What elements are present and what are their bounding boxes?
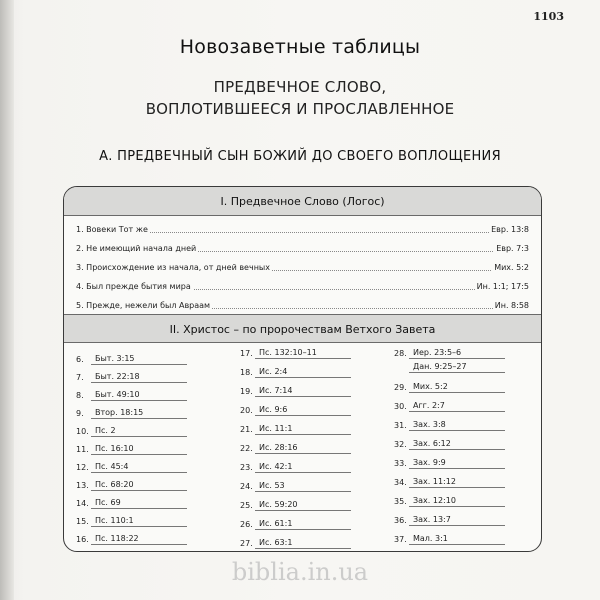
item-reference: Ис. 7:14 <box>259 386 293 395</box>
item-reference: Пс. 2 <box>95 426 116 435</box>
subtitle-line-1: ПРЕДВЕЧНОЕ СЛОВО, <box>213 78 387 96</box>
list-item <box>394 418 505 433</box>
item-reference: Зах. 12:10 <box>413 496 456 505</box>
item-number: 22. <box>240 444 253 453</box>
item-reference: Ис. 59:20 <box>259 500 298 509</box>
row-reference: Ин. 1:1; 17:5 <box>476 282 529 291</box>
item-number: 37. <box>394 535 407 544</box>
list-item <box>76 424 187 439</box>
row-reference: Евр. 13:8 <box>491 225 529 234</box>
item-number: 36. <box>394 516 407 525</box>
item-number: 9. <box>76 409 84 418</box>
item-reference: Зах. 11:12 <box>413 477 456 486</box>
item-reference: Пс. 110:1 <box>95 516 134 525</box>
item-reference: Ис. 28:16 <box>259 443 298 452</box>
item-number: 23. <box>240 463 253 472</box>
list-item <box>394 475 505 490</box>
item-reference: Быт. 3:15 <box>95 354 135 363</box>
item-number: 20. <box>240 406 253 415</box>
item-number: 21. <box>240 425 253 434</box>
list-item <box>240 403 351 418</box>
item-reference: Пс. 69 <box>95 498 121 507</box>
item-number: 24. <box>240 482 253 491</box>
item-number: 12. <box>76 463 89 472</box>
item-reference: Зах. 3:8 <box>413 420 446 429</box>
item-number: 25. <box>240 501 253 510</box>
item-reference: Мих. 5:2 <box>413 382 448 391</box>
list-item <box>240 517 351 532</box>
item-number: 17. <box>240 349 253 358</box>
row-label: 3. Происхождение из начала, от дней вечных <box>76 263 270 272</box>
item-reference: Ис. 11:1 <box>259 424 293 433</box>
row-label: 2. Не имеющий начала дней <box>76 244 197 253</box>
list-item <box>76 352 187 367</box>
part1-heading: I. Предвечное Слово (Логос) <box>64 187 541 216</box>
item-number: 8. <box>76 391 84 400</box>
item-reference: Ис. 61:1 <box>259 519 293 528</box>
row-label: 4. Был прежде бытия мира <box>76 282 191 291</box>
table-row <box>64 217 541 236</box>
item-reference: Ис. 63:1 <box>259 538 293 547</box>
row-reference: Ин. 8:58 <box>494 301 529 310</box>
item-reference: Втор. 18:15 <box>95 408 144 417</box>
item-number: 6. <box>76 355 84 364</box>
list-item <box>394 399 505 414</box>
item-number: 10. <box>76 427 89 436</box>
row-label: 1. Вовеки Тот же <box>76 225 148 234</box>
item-reference-continued: Дан. 9:25–27 <box>409 360 505 373</box>
page-number: 1103 <box>533 10 564 23</box>
list-item <box>76 370 187 385</box>
item-reference: Агг. 2:7 <box>413 401 445 410</box>
item-number: 15. <box>76 517 89 526</box>
list-item <box>394 456 505 471</box>
item-reference: Пс. 45:4 <box>95 462 129 471</box>
subtitle-line-2: ВОПЛОТИВШЕЕСЯ И ПРОСЛАВЛЕННОЕ <box>145 100 455 118</box>
list-item <box>240 441 351 456</box>
list-item <box>76 460 187 475</box>
reference-table <box>63 186 542 552</box>
item-number: 34. <box>394 478 407 487</box>
list-item <box>240 479 351 494</box>
part2-heading: II. Христос – по пророчествам Ветхого Завета <box>64 314 541 343</box>
list-item <box>240 460 351 475</box>
item-number: 27. <box>240 539 253 548</box>
row-reference: Евр. 7:3 <box>496 244 529 253</box>
item-number: 33. <box>394 459 407 468</box>
item-reference: Зах. 13:7 <box>413 515 451 524</box>
item-number: 28. <box>394 349 407 358</box>
page-title: Новозаветные таблицы <box>179 36 421 58</box>
list-item <box>394 513 505 528</box>
table-row <box>64 236 541 255</box>
list-item <box>394 494 505 509</box>
item-number: 26. <box>240 520 253 529</box>
item-number: 35. <box>394 497 407 506</box>
list-item <box>394 532 505 547</box>
item-number: 32. <box>394 440 407 449</box>
item-number: 18. <box>240 368 253 377</box>
table-row <box>64 255 541 274</box>
item-number: 7. <box>76 373 84 382</box>
item-number: 19. <box>240 387 253 396</box>
list-item <box>240 498 351 513</box>
list-item <box>394 380 505 395</box>
item-reference: Ис. 2:4 <box>259 367 288 376</box>
table-row <box>64 293 541 312</box>
item-reference: Ис. 42:1 <box>259 462 293 471</box>
item-number: 11. <box>76 445 89 454</box>
item-reference: Зах. 9:9 <box>413 458 446 467</box>
list-item <box>240 365 351 380</box>
item-number: 14. <box>76 499 89 508</box>
list-item <box>240 536 351 551</box>
list-item <box>240 384 351 399</box>
item-reference: Быт. 49:10 <box>95 390 140 399</box>
item-reference: Зах. 6:12 <box>413 439 451 448</box>
list-item <box>240 346 351 361</box>
list-item <box>76 532 187 547</box>
item-number: 30. <box>394 402 407 411</box>
item-reference: Иер. 23:5–6 <box>413 348 462 357</box>
list-item <box>76 496 187 511</box>
item-number: 13. <box>76 481 89 490</box>
item-reference: Ис. 53 <box>259 481 285 490</box>
item-reference: Мал. 3:1 <box>413 534 448 543</box>
watermark: biblia.in.ua <box>231 558 369 586</box>
item-number: 29. <box>394 383 407 392</box>
list-item <box>76 406 187 421</box>
table-row <box>64 274 541 293</box>
list-item <box>76 514 187 529</box>
list-item <box>394 346 505 361</box>
row-label: 5. Прежде, нежели был Авраам <box>76 301 211 310</box>
item-reference: Пс. 132:10–11 <box>259 348 317 357</box>
row-reference: Мих. 5:2 <box>494 263 529 272</box>
list-item <box>240 422 351 437</box>
list-item <box>394 437 505 452</box>
list-item <box>76 442 187 457</box>
item-number: 16. <box>76 535 89 544</box>
item-reference: Пс. 16:10 <box>95 444 134 453</box>
list-item <box>76 388 187 403</box>
section-heading: А. ПРЕДВЕЧНЫЙ СЫН БОЖИЙ ДО СВОЕГО ВОПЛОЩЕНИЯ <box>99 149 501 164</box>
list-item <box>76 478 187 493</box>
item-reference: Быт. 22:18 <box>95 372 140 381</box>
item-reference: Пс. 68:20 <box>95 480 134 489</box>
item-number: 31. <box>394 421 407 430</box>
item-reference: Ис. 9:6 <box>259 405 288 414</box>
item-reference: Пс. 118:22 <box>95 534 139 543</box>
